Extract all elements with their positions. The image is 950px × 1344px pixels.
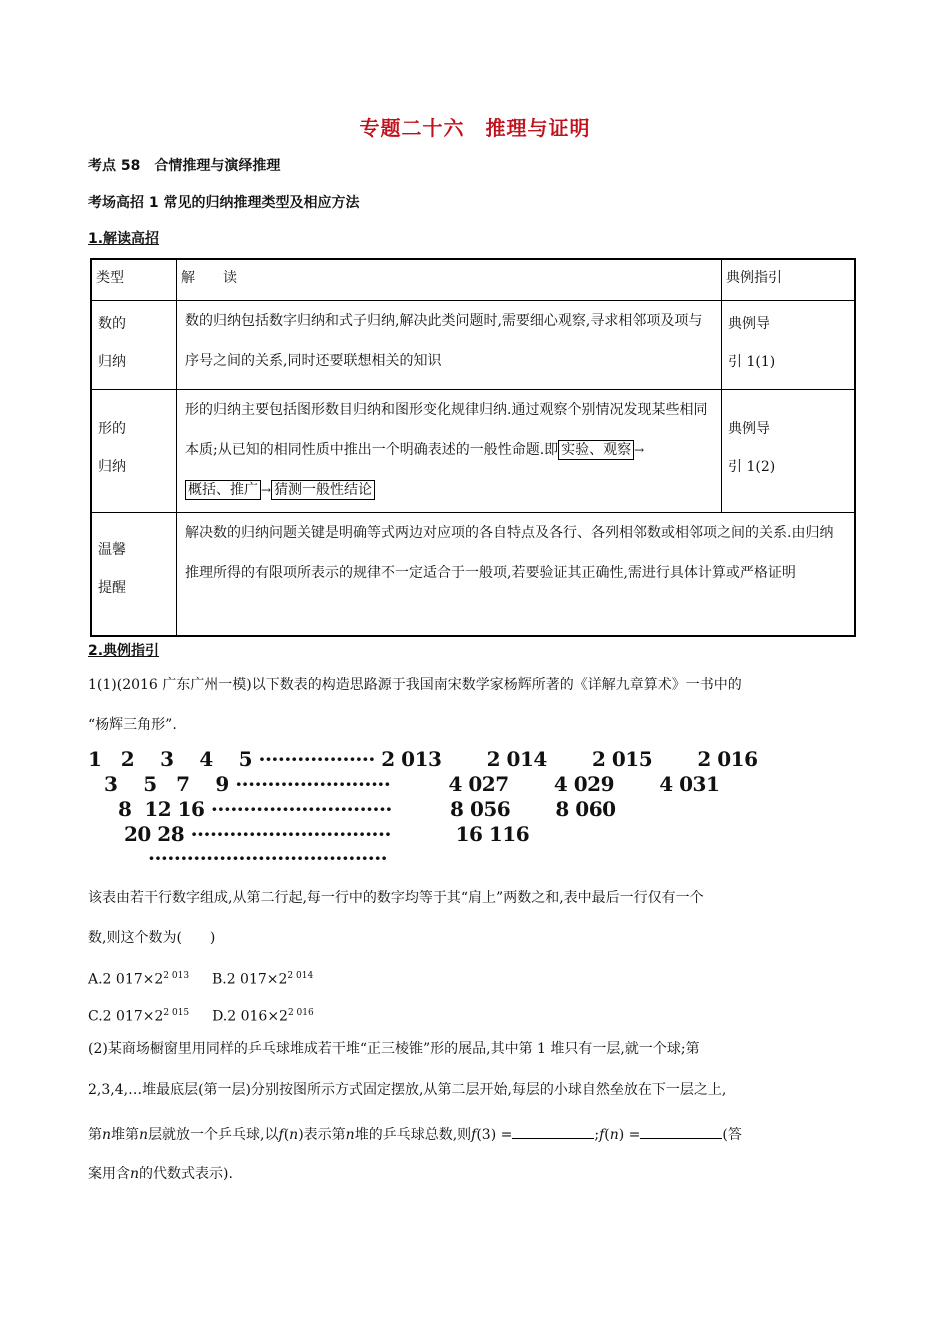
table-header-row [91,259,855,301]
problem-text: (2)某商场橱窗里用同样的乒乓球堆成若干堆“正三棱锥”形的展品,其中第 1 堆只有一层,就一个球;第 [88,1041,700,1057]
row-content: 解决数的归纳问题关键是明确等式两边对应项的各自特点及各行、各列相邻数或相邻项之间的关系.由归纳推理所得的有限项所表示的规律不一定适合于一般项,若要验证其正确性,需进行具体计算或严格证明 [185,525,834,581]
triangle-row: 8 12 16 ···························· 8 056 8 060 [118,797,616,821]
subsection-heading: 考场高招 1 常见的归纳推理类型及相应方法 [88,195,360,211]
option-row [88,967,313,989]
option-b: B.2 017×2 [211,971,288,988]
row-type: 温馨 [98,542,126,558]
flow-box-2: 概括、推广 [185,480,261,500]
answer-blank-2 [640,1124,722,1139]
row-ref: 引 1(2) [728,459,776,475]
triangle-row: 20 28 ······························· 16 116 [124,822,530,846]
option-d-exponent: 2 016 [287,1008,314,1018]
option-a: A.2 017×2 [88,971,164,988]
row-type: 数的 [98,316,126,332]
method-table [90,258,856,637]
problem-text-line: 第n堆第n层就放一个乒乓球,以f(n)表示第n堆的乒乓球总数,则f(3) = ;f(n) = (答 [88,1124,742,1144]
row-ref: 典例导 [728,421,770,437]
part-heading-1: 1.解读高招 [88,231,160,247]
option-row [88,1004,314,1026]
triangle-row: ····································· [148,846,388,870]
section-heading: 考点 58 合情推理与演绎推理 [88,158,281,174]
arrow-right-icon: → [634,443,645,457]
table-row [91,513,855,637]
flow-box-3: 猜测一般性结论 [271,480,375,500]
page-title: 专题二十六 推理与证明 [359,116,591,140]
problem-text: “杨辉三角形”. [88,717,177,733]
option-c: C.2 017×2 [88,1008,164,1025]
problem-text: 数,则这个数为( ) [88,930,216,946]
option-a-exponent: 2 013 [163,971,190,981]
table-header: 类型 [96,270,124,286]
row-type: 形的 [98,421,126,437]
row-type: 归纳 [98,354,126,370]
problem-text: 该表由若干行数字组成,从第二行起,每一行中的数字均等于其“肩上”两数之和,表中最后一行仅有一个 [88,890,704,906]
triangle-row: 1 2 3 4 5 ·················· 2 013 2 014 2 015 2 016 [88,747,758,771]
row-content: 数的归纳包括数字归纳和式子归纳,解决此类问题时,需要细心观察,寻求相邻项及项与序号之间的关系,同时还要联想相关的知识 [185,313,703,369]
problem-text-line: 案用含n的代数式表示). [88,1166,233,1182]
table-row [91,301,855,390]
problem-text: 1(1)(2016 广东广州一模)以下数表的构造思路源于我国南宋数学家杨辉所著的《详解九章算术》一书中的 [88,677,742,693]
problem-text: 2,3,4,…堆最底层(第一层)分别按图所示方式固定摆放,从第二层开始,每层的小球自然垒放在下一层之上, [88,1082,727,1098]
arrow-right-icon: → [261,483,272,497]
part-heading-2: 2.典例指引 [88,643,160,659]
option-b-exponent: 2 014 [287,971,314,981]
flow-box-1: 实验、观察 [558,440,634,460]
row-ref: 典例导 [728,316,770,332]
row-ref: 引 1(1) [728,354,776,370]
row-type: 归纳 [98,459,126,475]
row-type: 提醒 [98,580,126,596]
option-d: D.2 016×2 [212,1008,288,1025]
table-header: 解 读 [181,270,237,286]
table-row [91,390,855,513]
option-c-exponent: 2 015 [163,1008,190,1018]
answer-blank-1 [512,1124,594,1139]
table-header: 典例指引 [726,270,782,286]
row-content: 形的归纳主要包括图形数目归纳和图形变化规律归纳.通过观察个别情况发现某些相同本质;从已知的相同性质中推出一个明确表述的一般性命题.即 [185,402,708,458]
triangle-row: 3 5 7 9 ························ 4 027 4 029 4 031 [104,772,720,796]
